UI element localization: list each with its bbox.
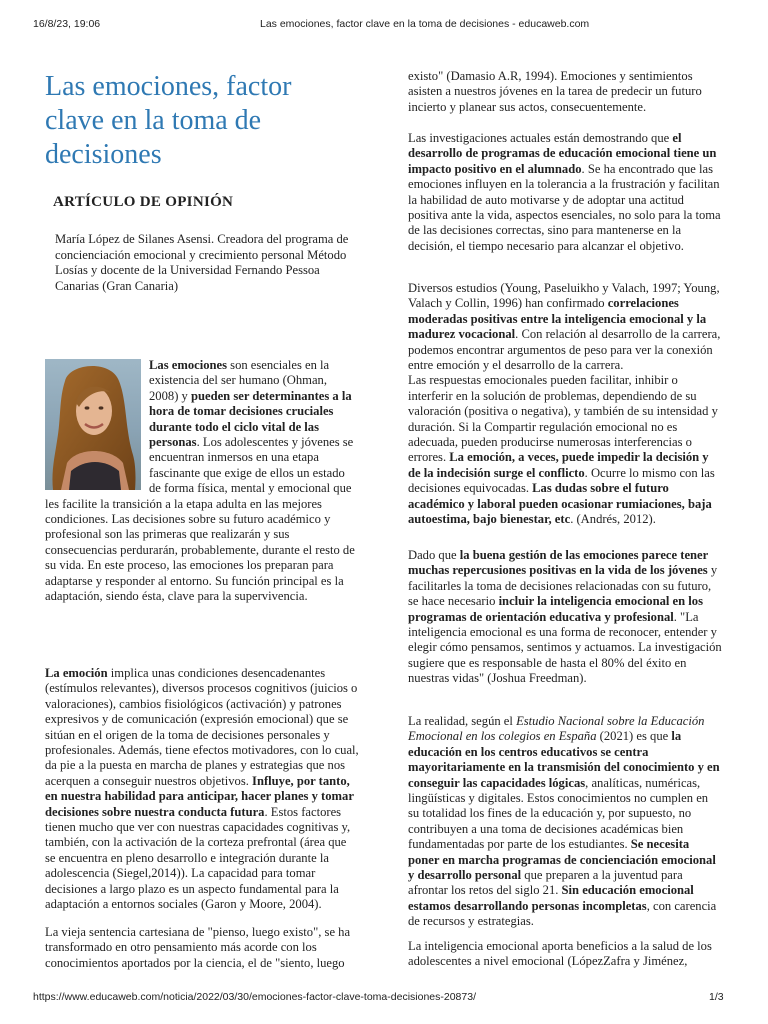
text: La realidad, según el xyxy=(408,714,517,728)
text: , con carencia de recursos y estrategias. xyxy=(408,898,717,929)
bold-text: Las emociones xyxy=(149,358,228,372)
text: . Con relación al desarrollo de la carrera, podemos encontrar argumentos de peso para ver la conexión entre emoción y el desarrollo de la carrera. xyxy=(408,327,721,373)
print-page-title: Las emociones, factor clave en la toma de decisiones - educaweb.com xyxy=(260,18,590,30)
text: . Estos factores tienen mucho que ver con nuestras capacidades cognitivas y, también, con la activación de la corteza prefrontal (área que se encuentra en pleno desarrollo e integración durante la adolescencia (Siegel,2014)). La capacidad para tomar decisiones a largo plazo es un aspecto fundamental para la adaptación a entornos sociales (Garon y Moore, 2004). xyxy=(45,804,351,912)
paragraph xyxy=(45,358,359,605)
text: . Ocurre lo mismo con las decisiones equivocadas. xyxy=(408,465,715,496)
bold-text: Las dudas sobre el futuro académico y laboral pueden ocasionar rumiaciones, baja autoestima, bajo bienestar, etc xyxy=(408,481,712,527)
text: y facilitarles la toma de decisiones relacionadas con su futuro, se hace necesario xyxy=(408,563,718,609)
bold-text: Sin educación emocional estamos desarrollando personas incompletas xyxy=(408,883,694,913)
text: Las respuestas emocionales pueden facilitar, inhibir o interferir en la solución de problemas, dependiendo de su valoración (positiva o negativa), y también de su intensidad y duración. Si la Compartir regulación emocional no es adecuada, pueden producirse numerosas interferencias o errores. xyxy=(408,373,718,465)
bold-text: el desarrollo de programas de educación emocional tiene un impacto positivo en el alumnado xyxy=(408,131,717,176)
print-datetime: 16/8/23, 19:06 xyxy=(33,18,101,30)
bold-text: La emoción, a veces, puede impedir la decisión y de la indecisión surge el conflicto xyxy=(408,450,709,480)
text: (2021) es que xyxy=(596,729,672,744)
text: Dado que xyxy=(408,548,460,562)
text: . (Andrés, 2012). xyxy=(570,512,656,527)
bold-text: la buena gestión de las emociones parece tener muchas repercusiones positivas en la vida de los jóvenes xyxy=(408,548,709,578)
article-title: Las emociones, factor clave en la toma de decisiones xyxy=(45,71,292,170)
bold-text: Se necesita poner en marcha programas de concienciación emocional y desarrollo personal xyxy=(408,837,716,883)
print-url[interactable]: https://www.educaweb.com/noticia/2022/03/30/emociones-factor-clave-toma-decisiones-20873/ xyxy=(33,991,476,1003)
paragraph: La vieja sentencia cartesiana de "pienso, luego existo", se ha transformado en otro pensamiento más acorde con los conocimientos aportados por la ciencia, el de "siento, luego xyxy=(45,925,351,970)
italic-text: Estudio Nacional sobre la Educación Emocional en los colegios en España xyxy=(408,714,705,744)
paragraph xyxy=(408,714,722,930)
paragraph xyxy=(45,666,359,913)
paragraph xyxy=(408,281,722,528)
paragraph: existo" (Damasio A.R, 1994). Emociones y sentimientos asisten a nuestros jóvenes en la tarea de predecir un futuro incierto y planear sus actos, consecuentemente. xyxy=(408,69,702,114)
text: Las investigaciones actuales están demostrando que xyxy=(408,131,673,145)
print-page-number: 1/3 xyxy=(709,991,724,1003)
paragraph xyxy=(408,131,722,254)
text: . "La inteligencia emocional es una forma de reconocer, entender y elegir cómo pensamos, sentimos y actuamos. La investigación sugiere que es responsable de hasta el 80% del éxito en nuestras vidas" (Joshua Freedman). xyxy=(408,609,722,686)
author-line: Losías y docente de la Universidad Fernando Pessoa Canarias (Gran Canaria) xyxy=(55,263,320,293)
text: , analíticas, numéricas, lingüísticas y digitales. Estos conocimientos no cumplen en su totalidad los fines de la educación y, por supuesto, no contribuyen a una toma de decisiones académicas bien fundamentadas por parte de los estudiantes. xyxy=(408,775,709,852)
bold-text: correlaciones moderadas positivas entre la inteligencia emocional y la madurez vocacional xyxy=(408,296,707,342)
bold-text: incluir la inteligencia emocional en los programas de orientación educativa y profesional xyxy=(408,594,703,624)
photo-wrap-space xyxy=(45,358,149,492)
text: Diversos estudios (Young, Paseluikho y Valach, 1997; Young, Valach y Collin, 1996) han confirmado xyxy=(408,281,720,311)
paragraph: La inteligencia emocional aporta beneficios a la salud de los adolescentes a nivel emocional (LópezZafra y Jiménez, xyxy=(408,939,712,969)
bold-text: pueden ser determinantes a la hora de tomar decisiones cruciales durante todo el ciclo vital de las personas xyxy=(149,388,352,450)
author-info xyxy=(55,232,355,294)
text: son esenciales en la existencia del ser humano (Ohman, 2008) y xyxy=(149,358,330,403)
paragraph xyxy=(408,548,722,687)
bold-text: la educación en los centros educativos se centra mayoritariamente en la transmisión del conocimiento y en conseguir las capacidades lógicas xyxy=(408,729,720,790)
text: implica unas condiciones desencadenantes (estímulos relevantes), diversos procesos cognitivos (juicios o valoraciones), cambios fisiológicos (activación) y patrones expresivos y de comunicación (expresión emocional) que se sitúan en el origen de la toma de decisiones personales y profesionales. Además, tiene efectos motivadores, con lo cual, da pie a la puesta en marcha de planes y estrategias que nos acerquen a conseguir nuestros objetivos. xyxy=(45,666,359,788)
text: . Se ha encontrado que las emociones influyen en la tolerancia a la frustración y facilitan la habilidad de auto motivarse y de adoptar una actitud positiva ante la vida, aspectos esenciales, no solo para la toma de las decisiones correctas, sino para mantenerse en la decisión, el tiempo necesario para alcanzar el objetivo. xyxy=(408,161,721,253)
text: . Los adolescentes y jóvenes se encuentran inmersos en una etapa fascinante que exige de ellos un estado de forma física, mental y emocional que les facilite la transición a la etapa adulta en las mejores condiciones. Las decisiones sobre su futuro académico y profesional son las primeras que realizarán y sus consecuencias perdurarán, probablemente, durante el resto de su vida. En este proceso, las emociones los preparan para adaptarse y responder al entorno. Su función principal es la adaptación, siendo ésta, clave para la supervivencia. xyxy=(45,435,355,604)
article-kicker: ARTÍCULO DE OPINIÓN xyxy=(53,194,234,210)
bold-text: Influye, por tanto, en nuestra habilidad para anticipar, hacer planes y tomar decisiones sobre nuestra conducta futura xyxy=(45,773,354,819)
author-line: María López de Silanes Asensi. Creadora del programa de concienciación emocional y crecimiento personal Método xyxy=(55,232,349,262)
text: que preparen a la juventud para afrontar los retos del siglo 21. xyxy=(408,868,683,898)
bold-text: La emoción xyxy=(45,666,108,680)
